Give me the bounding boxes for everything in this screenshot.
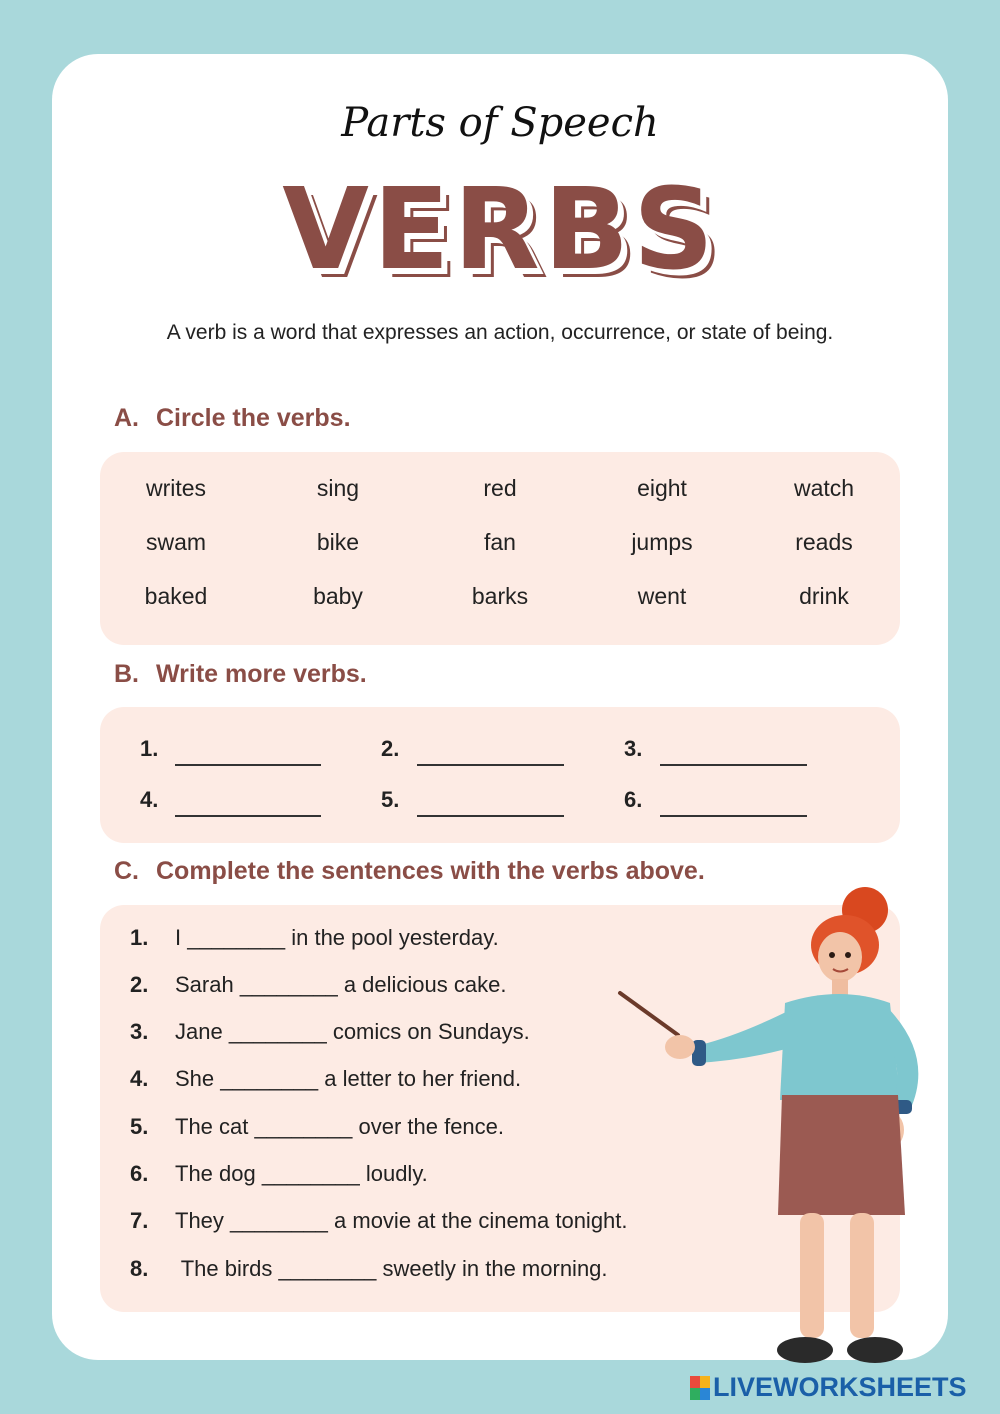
word-option[interactable]: bike	[316, 529, 360, 555]
sentence-number: 5.	[130, 1114, 149, 1139]
blank-number: 4.	[140, 787, 159, 812]
sentence-text[interactable]: Sarah ________ a delicious cake.	[175, 972, 507, 997]
definition-text: A verb is a word that expresses an action, occurrence, or state of being.	[166, 321, 834, 344]
sentence-item	[130, 972, 506, 998]
word-option[interactable]: went	[637, 583, 687, 609]
word-option[interactable]: eight	[637, 475, 687, 501]
sentence-number: 2.	[130, 972, 149, 997]
sentence-item	[130, 1114, 504, 1140]
word-grid	[95, 467, 905, 629]
word-option[interactable]: drink	[799, 583, 849, 609]
word-option[interactable]: sing	[316, 475, 360, 501]
blank-number: 1.	[140, 736, 159, 761]
sentence-number: 7.	[130, 1208, 149, 1233]
section-a-letter: A.	[114, 404, 139, 432]
sentence-number: 8.	[130, 1256, 149, 1281]
subtitle: Parts of Speech	[341, 100, 659, 146]
word-option[interactable]: reads	[795, 529, 853, 555]
answer-blank[interactable]	[660, 815, 807, 817]
sentence-item	[130, 1161, 428, 1187]
sentence-text[interactable]: The dog ________ loudly.	[175, 1161, 428, 1186]
section-b-letter: B.	[114, 660, 139, 688]
sentence-text[interactable]: Jane ________ comics on Sundays.	[175, 1019, 530, 1044]
word-option[interactable]: swam	[145, 529, 207, 555]
sentence-number: 6.	[130, 1161, 149, 1186]
answer-blank[interactable]	[660, 764, 807, 766]
sentence-item	[130, 1019, 530, 1045]
blank-number: 3.	[624, 736, 643, 761]
sentence-item	[130, 1256, 608, 1282]
section-a-heading	[114, 404, 351, 433]
word-option[interactable]: fan	[484, 529, 516, 555]
sentence-text[interactable]: They ________ a movie at the cinema tonight.	[175, 1208, 628, 1233]
sentence-number: 3.	[130, 1019, 149, 1044]
sentence-item	[130, 1208, 628, 1234]
word-option[interactable]: baby	[313, 583, 363, 609]
write-panel	[100, 707, 900, 843]
word-option[interactable]: barks	[471, 583, 529, 609]
word-option[interactable]: writes	[145, 475, 207, 501]
answer-blank[interactable]	[175, 815, 321, 817]
answer-blank[interactable]	[417, 764, 564, 766]
section-b-title: Write more verbs.	[156, 660, 367, 688]
blank-number: 2.	[381, 736, 400, 761]
answer-blank[interactable]	[175, 764, 321, 766]
teacher-illustration	[600, 885, 950, 1385]
page-title: VERBS	[282, 165, 718, 295]
answer-blank[interactable]	[417, 815, 564, 817]
logo-icon	[690, 1376, 710, 1400]
sentence-text[interactable]: She ________ a letter to her friend.	[175, 1066, 522, 1091]
liveworksheets-logo[interactable]	[690, 1372, 967, 1403]
word-option[interactable]: watch	[793, 475, 855, 501]
sentence-text[interactable]: I ________ in the pool yesterday.	[175, 925, 499, 950]
sentence-text[interactable]: The cat ________ over the fence.	[175, 1114, 505, 1139]
blank-number: 5.	[381, 787, 400, 812]
sentence-text[interactable]: The birds ________ sweetly in the morning.	[175, 1256, 608, 1281]
word-option[interactable]: baked	[144, 583, 208, 609]
section-c-letter: C.	[114, 857, 139, 885]
word-option[interactable]: jumps	[631, 529, 693, 555]
sentence-item	[130, 1066, 521, 1092]
sentence-number: 4.	[130, 1066, 149, 1091]
sentence-number: 1.	[130, 925, 149, 950]
section-b-heading	[114, 660, 367, 689]
section-c-heading	[114, 857, 705, 886]
section-c-title: Complete the sentences with the verbs above.	[156, 857, 705, 885]
sentence-item	[130, 925, 499, 951]
section-a-title: Circle the verbs.	[156, 404, 351, 432]
logo-text: LIVEWORKSHEETS	[713, 1372, 967, 1402]
blank-number: 6.	[624, 787, 643, 812]
word-option[interactable]: red	[483, 475, 517, 501]
